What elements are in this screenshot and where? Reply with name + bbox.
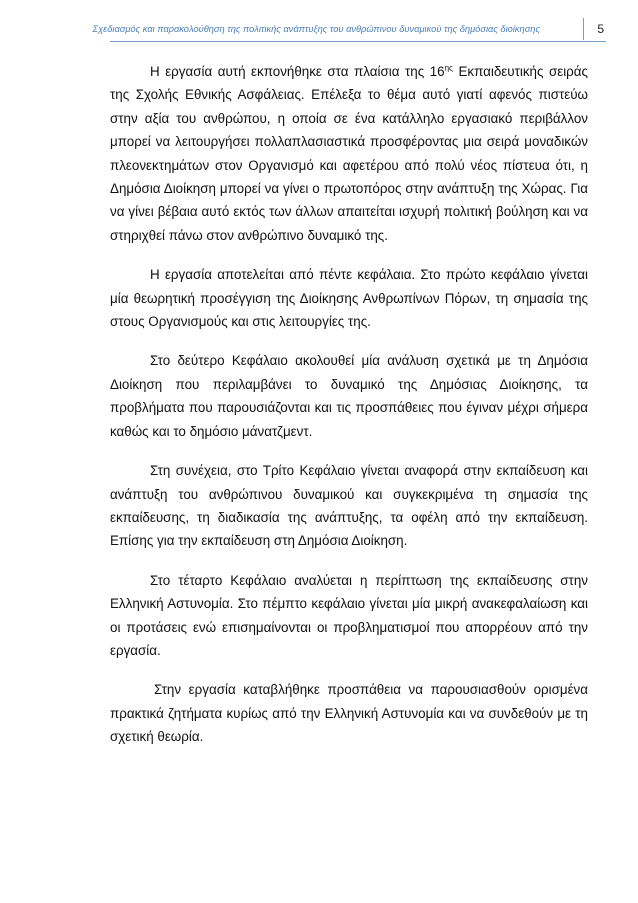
paragraph-structure: Η εργασία αποτελείται από πέντε κεφάλαια. Στο πρώτο κεφάλαιο γίνεται μία θεωρητική προσέγγιση της Διοίκησης Ανθρωπίνων Πόρων, τη σημασία της στους Οργανισμούς και στις λειτουργίες της.: [110, 267, 588, 330]
paragraph-chapters-four-five: Στο τέταρτο Κεφάλαιο αναλύεται η περίπτωση της εκπαίδευσης στην Ελληνική Αστυνομία. Στο πέμπτο κεφάλαιο γίνεται μία μικρή ανακεφαλαίωση και οι προτάσεις ενώ επισημαίνονται οι προβληματισμοί που απορρέουν από την εργασία.: [110, 572, 588, 658]
document-body: [110, 60, 588, 765]
paragraph-intro-rest: Εκπαιδευτικής σειράς της Σχολής Εθνικής Ασφάλειας. Επέλεξα το θέμα αυτό γιατί αφενός πιστεύω στην αξία του ανθρώπου, η οποία σε ένα κατάλληλο εργασιακό περιβάλλον μπορεί να λειτουργήσει πολλαπλασιαστικά προσφέροντας μια σειρά μοναδικών πλεονεκτημάτων στον Οργανισμό και αφετέρου από πολύ νέος πίστευα ότι, η Δημόσια Διοίκηση μπορεί να γίνει ο πρωτοπόρος στην ανάπτυξη της Χώρας. Για να γίνει βέβαια αυτό εκτός των άλλων απαιτείται ισχυρή πολιτική βούληση και να στηριχθεί πάνω στον ανθρώπινο δυναμικό της.: [110, 64, 588, 243]
header-rule: [110, 41, 606, 42]
paragraph-chapter-two: Στο δεύτερο Κεφάλαιο ακολουθεί μία ανάλυση σχετικά με τη Δημόσια Διοίκηση που περιλαμβάνει το δυναμικό της Δημόσιας Διοίκησης, τα προβλήματα που παρουσιάζονται και τις προσπάθειες που έγιναν μέχρι σήμερα καθώς και το δημόσιο μάνατζμεντ.: [110, 353, 588, 439]
page-header: [92, 20, 606, 42]
paragraph-intro: [110, 60, 588, 247]
paragraph-chapter-three: Στη συνέχεια, στο Τρίτο Κεφάλαιο γίνεται αναφορά στην εκπαίδευση και ανάπτυξη του ανθρώπινου δυναμικού και συγκεκριμένα τη σημασία της εκπαίδευσης, τη διαδικασία της ανάπτυξης, τα οφέλη από την εκπαίδευση. Επίσης για την εκπαίδευση στη Δημόσια Διοίκηση.: [110, 463, 588, 549]
ordinal-superscript: ης: [444, 63, 453, 73]
paragraph-closing: Στην εργασία καταβλήθηκε προσπάθεια να παρουσιασθούν ορισμένα πρακτικά ζητήματα κυρίως από την Ελληνική Αστυνομία και να συνδεθούν με τη σχετική θεωρία.: [110, 682, 588, 745]
paragraph-intro-start: Η εργασία αυτή εκπονήθηκε στα πλαίσια της 16: [150, 64, 445, 79]
page-number: 5: [597, 22, 604, 36]
running-header-title: Σχεδιασμός και παρακολούθηση της πολιτικής ανάπτυξης του ανθρώπινου δυναμικού της δημόσιας διοίκησης: [92, 24, 540, 34]
